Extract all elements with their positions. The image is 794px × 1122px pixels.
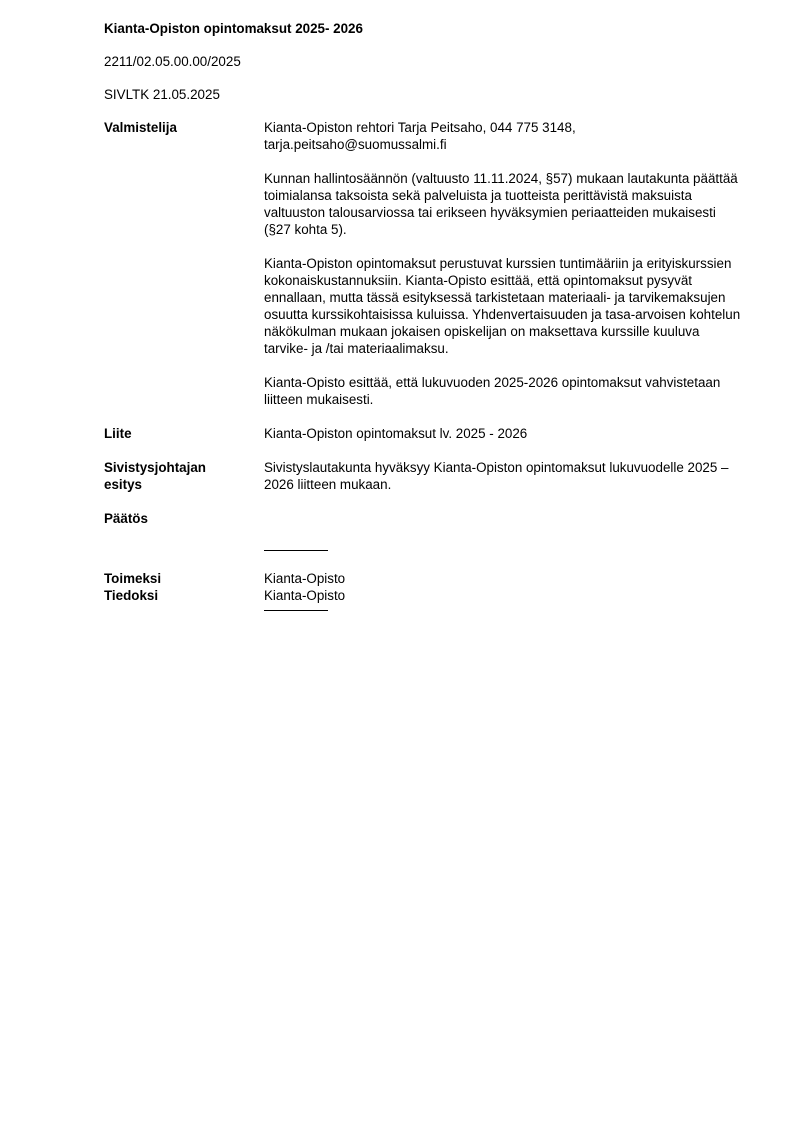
preparer-label: Valmistelija (104, 120, 177, 135)
info-value: Kianta-Opisto (264, 588, 346, 603)
preparer-contact-line2: tarja.peitsaho@suomussalmi.fi (264, 137, 447, 152)
attachment-text: Kianta-Opiston opintomaksut lv. 2025 - 2026 (264, 426, 528, 441)
meeting-reference: SIVLTK 21.05.2025 (104, 87, 220, 102)
closing-line (264, 610, 328, 611)
preparer-paragraph-1: Kunnan hallintosäännön (valtuusto 11.11.2024, §57) mukaan lautakunta päättää toimialansa taksoista sekä palveluista ja tuotteista perittävistä maksuista valtuuston talousarviossa tai erikseen hyväksymien periaatteiden mukaisesti (§27 kohta 5). (264, 171, 738, 237)
proposal-label (104, 459, 264, 493)
signature-line (264, 550, 328, 551)
preparer-paragraph-3: Kianta-Opisto esittää, että lukuvuoden 2025-2026 opintomaksut vahvistetaan liitteen mukaisesti. (264, 375, 721, 407)
action-value: Kianta-Opisto (264, 571, 346, 586)
preparer-contact-line1: Kianta-Opiston rehtori Tarja Peitsaho, 044 775 3148, (264, 120, 576, 135)
decision-label: Päätös (104, 511, 148, 526)
preparer-section (104, 119, 744, 408)
proposal-section (104, 459, 744, 493)
reference-number: 2211/02.05.00.00/2025 (104, 54, 241, 69)
document-title: Kianta-Opiston opintomaksut 2025- 2026 (104, 21, 363, 36)
proposal-label-line2: esitys (104, 477, 142, 492)
attachment-section (104, 425, 744, 442)
distribution-info-row (104, 587, 744, 604)
proposal-text: Sivistyslautakunta hyväksyy Kianta-Opiston opintomaksut lukuvuodelle 2025 – 2026 liitteen mukaan. (264, 460, 729, 492)
decision-rule-row (104, 550, 744, 551)
proposal-label-line1: Sivistysjohtajan (104, 460, 206, 475)
distribution-action-row (104, 570, 744, 587)
info-label: Tiedoksi (104, 588, 159, 603)
preparer-content (264, 119, 744, 408)
decision-section (104, 510, 744, 527)
closing-rule-row (104, 610, 744, 611)
attachment-label: Liite (104, 426, 132, 441)
action-label: Toimeksi (104, 571, 162, 586)
preparer-paragraph-2: Kianta-Opiston opintomaksut perustuvat kurssien tuntimääriin ja erityiskurssien kokonaiskustannuksiin. Kianta-Opisto esittää, että opintomaksut pysyvät ennallaan, mutta tässä esityksessä tarkistetaan materiaali- ja tarvikemaksujen osuutta kurssikohtaisissa kuluissa. Yhdenvertaisuuden ja tasa-arvoisen kohtelun näkökulman mukaan jokaisen opiskelijan on maksettava kurssille kuuluva tarvike- ja /tai materiaalimaksu. (264, 256, 741, 356)
document-page (104, 20, 744, 611)
